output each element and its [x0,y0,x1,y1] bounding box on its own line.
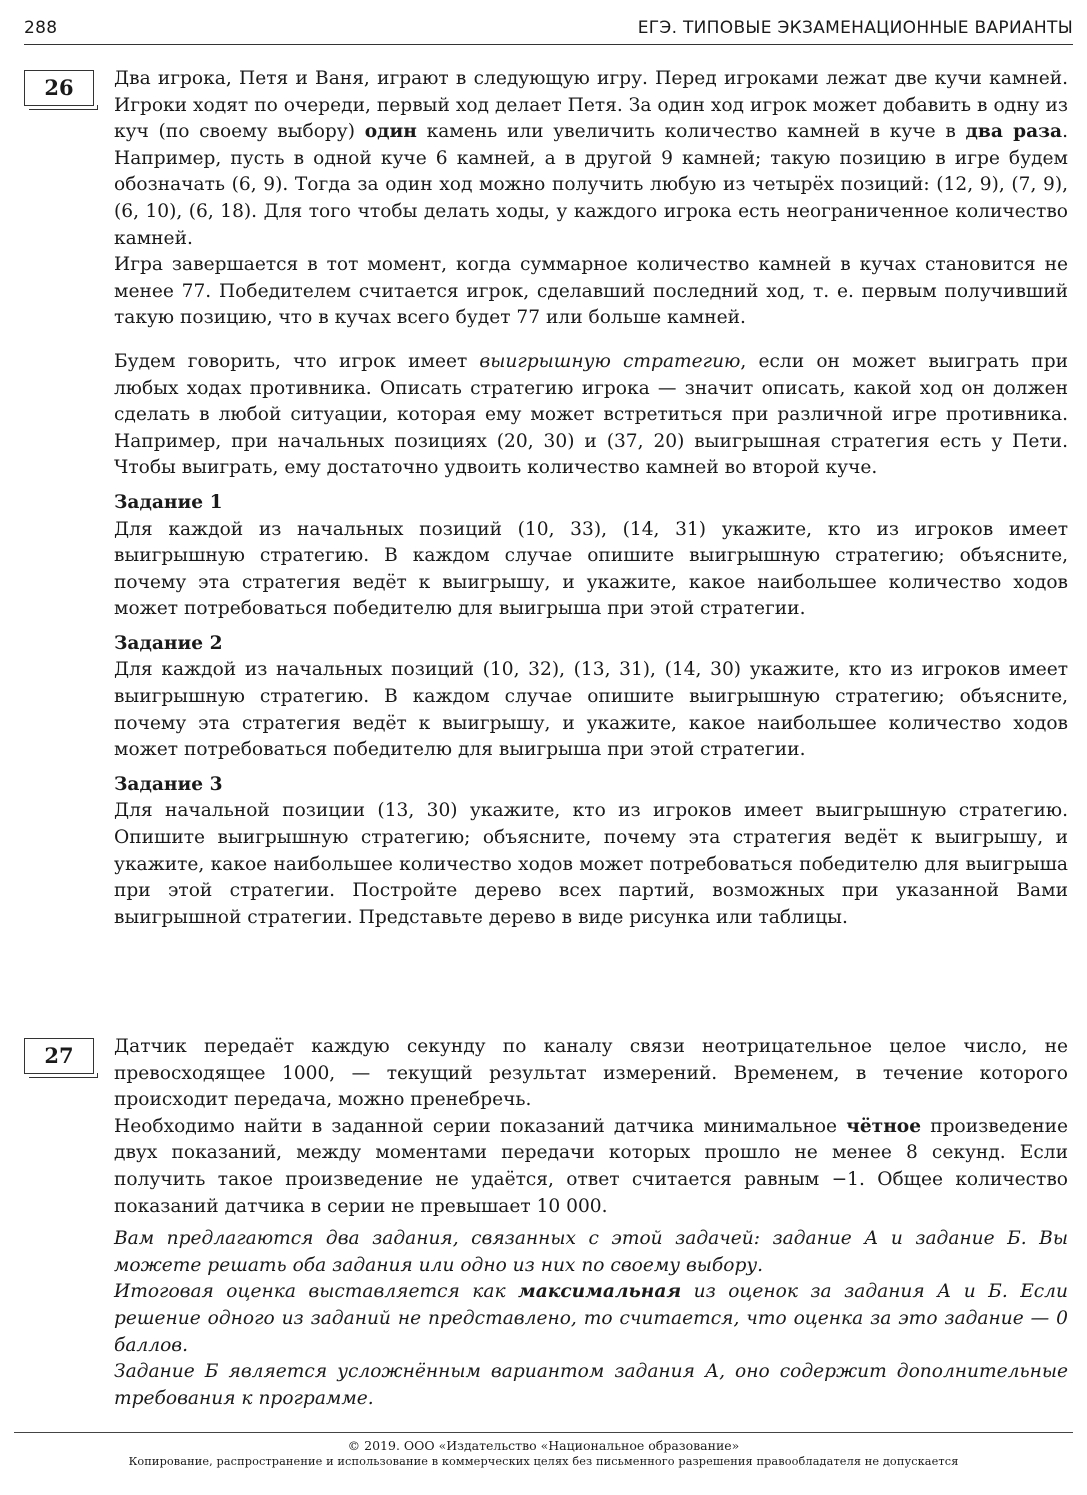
task-number-27: 27 [24,1038,94,1074]
task-26-paragraph-1: Два игрока, Петя и Ваня, играют в следующую игру. Перед игроками лежат две кучи камней. Игроки ходят по очереди, первый ход делает Петя. За один ход игрок может добавить в одну из куч (по своему выбору) один камень или увеличить количество камней в куче в два раза. Например, пусть в одной куче 6 камней, а в другой 9 камней; такую позицию в игре будем обозначать (6, 9). Тогда за один ход можно получить любую из четырёх позиций: (12, 9), (7, 9), (6, 10), (6, 18). Для того чтобы делать ходы, у каждого игрока есть неограниченное количество камней. [114,68,1069,249]
subtask-3-title: Задание 3 [114,773,223,795]
task-27-body [114,1034,1068,1412]
task-27-paragraph-1: Датчик передаёт каждую секунду по каналу связи неотрицательное целое число, не превосходящее 1000, — текущий результат измерений. Временем, в течение которого происходит передача, можно пренебречь. [114,1036,1068,1111]
task-27-paragraph-5: Задание Б является усложнённым вариантом задания А, оно содержит дополнительные требования к программе. [114,1361,1068,1409]
running-title: ЕГЭ. ТИПОВЫЕ ЭКЗАМЕНАЦИОННЫЕ ВАРИАНТЫ [637,18,1073,38]
task-26-body [114,66,1068,931]
page-header [24,14,1073,45]
subtask-3-text: Для начальной позиции (13, 30) укажите, кто из игроков имеет выигрышную стратегию. Опишите выигрышную стратегию; объясните, почему эта стратегия ведёт к выигрышу, и укажите, какое наибольшее количество ходов может потребоваться победителю для выигрыша при этой стратегии. Постройте дерево всех партий, возможных при указанной Вами выигрышной стратегии. Представьте дерево в виде рисунка или таблицы. [114,800,1068,928]
subtask-2-title: Задание 2 [114,632,223,654]
task-26-paragraph-2: Игра завершается в тот момент, когда суммарное количество камней в кучах становится не менее 77. Победителем считается игрок, сделавший последний ход, т. е. первым получивший такую позицию, что в кучах всего будет 77 или больше камней. [114,254,1068,329]
footer-copyright: © 2019. ООО «Издательство «Национальное образование» [347,1438,740,1453]
page-number: 288 [24,18,58,38]
page-footer [14,1432,1073,1468]
footer-legal-notice: Копирование, распространение и использование в коммерческих целях без письменного разрешения правообладателя не допускается [128,1455,959,1468]
task-26-paragraph-3: Будем говорить, что игрок имеет выигрышную стратегию, если он может выиграть при любых ходах противника. Описать стратегию игрока — значит описать, какой ход он должен сделать в любой ситуации, которая ему может встретиться при различной игре противника. Например, при начальных позициях (20, 30) и (37, 20) выигрышная стратегия есть у Пети. Чтобы выиграть, ему достаточно удвоить количество камней во второй куче. [114,350,1068,479]
subtask-1-text: Для каждой из начальных позиций (10, 33), (14, 31) укажите, кто из игроков имеет выигрышную стратегию. В каждом случае опишите выигрышную стратегию; объясните, почему эта стратегия ведёт к выигрышу, и укажите, какое наибольшее количество ходов может потребоваться победителю для выигрыша при этой стратегии. [114,518,1068,620]
task-27-paragraph-2: Необходимо найти в заданной серии показаний датчика минимальное чётное произведение двух показаний, между моментами передачи которых прошло не менее 8 секунд. Если получить такое произведение не удаётся, ответ считается равным −1. Общее количество показаний датчика в серии не превышает 10 000. [114,1115,1068,1217]
task-number-26: 26 [24,70,94,106]
task-27-paragraph-4: Итоговая оценка выставляется как максимальная из оценок за задания А и Б. Если решение одного из заданий не представлено, то считается, что оценка за это задание — 0 баллов. [114,1281,1068,1356]
subtask-2-text: Для каждой из начальных позиций (10, 32), (13, 31), (14, 30) укажите, кто из игроков имеет выигрышную стратегию. В каждом случае опишите выигрышную стратегию; объясните, почему эта стратегия ведёт к выигрышу, и укажите, какое наибольшее количество ходов может потребоваться победителю для выигрыша при этой стратегии. [114,659,1068,761]
task-27-paragraph-3: Вам предлагаются два задания, связанных с этой задачей: задание А и задание Б. Вы можете решать оба задания или одно из них по своему выбору. [114,1228,1068,1276]
subtask-1-title: Задание 1 [114,491,223,513]
